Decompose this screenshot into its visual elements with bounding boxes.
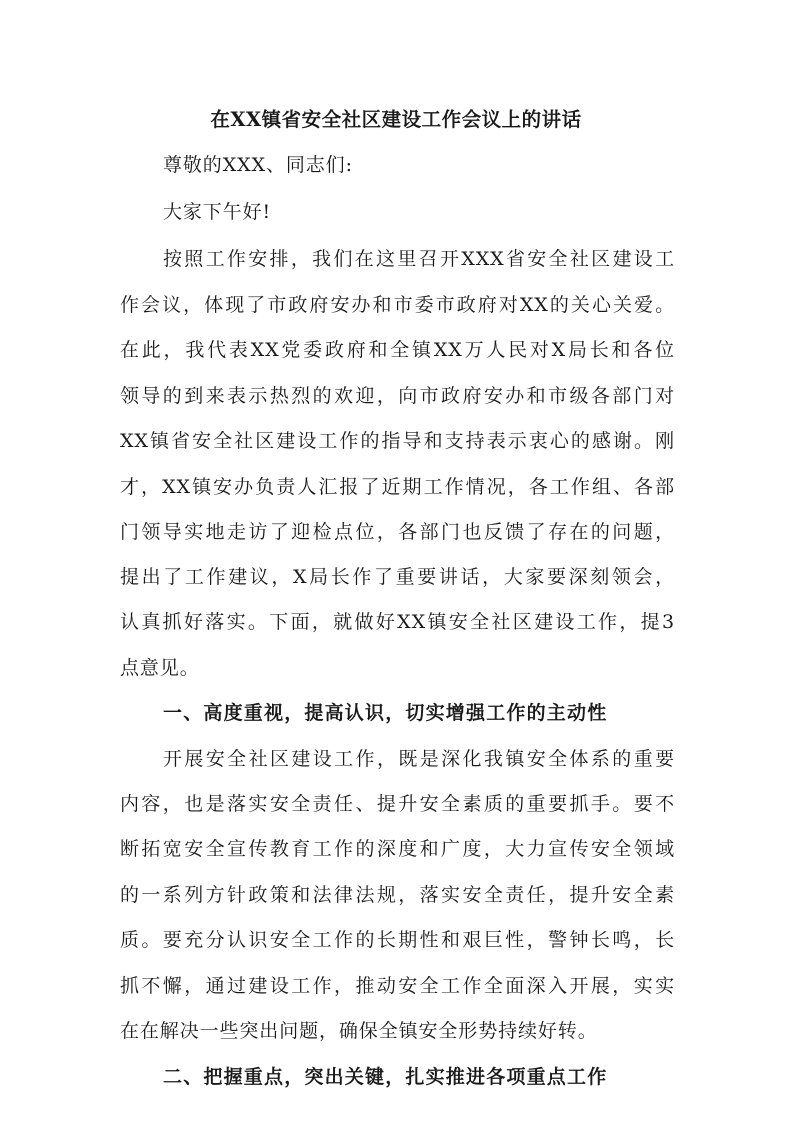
paragraph-line: 提出了工作建议，X局长作了重要讲话，大家要深刻领会， [120, 566, 675, 588]
paragraph-line: 开展安全社区建设工作，既是深化我镇安全体系的重要 [163, 748, 675, 770]
paragraph-line: 认真抓好落实。下面，就做好XX镇安全社区建设工作，提3 [120, 611, 675, 633]
paragraph-line: 在在解决一些突出问题，确保全镇安全形势持续好转。 [120, 1020, 598, 1042]
paragraph-line: 内容，也是落实安全责任、提升安全素质的重要抓手。要不 [120, 793, 675, 815]
section-heading-2: 二、把握重点，突出关键，扎实推进各项重点工作 [163, 1066, 608, 1088]
paragraph-line: 质。要充分认识安全工作的长期性和艰巨性，警钟长鸣，长 [120, 929, 675, 951]
paragraph-line: 断拓宽安全宣传教育工作的深度和广度，大力宣传安全领域 [120, 838, 675, 860]
paragraph-line: XX镇省安全社区建设工作的指导和支持表示衷心的感谢。刚 [120, 430, 675, 452]
paragraph-line: 按照工作安排，我们在这里召开XXX省安全社区建设工 [163, 248, 675, 270]
salutation: 尊敬的XXX、同志们: [163, 154, 353, 176]
paragraph-line: 才，XX镇安办负责人汇报了近期工作情况，各工作组、各部 [120, 476, 675, 498]
greeting: 大家下午好! [163, 201, 272, 223]
paragraph-line: 领导的到来表示热烈的欢迎，向市政府安办和市级各部门对 [120, 385, 675, 407]
paragraph-line: 点意见。 [120, 657, 200, 679]
paragraph-line: 在此，我代表XX党委政府和全镇XX万人民对X局长和各位 [120, 339, 675, 361]
paragraph-line: 的一系列方针政策和法律法规，落实安全责任，提升安全素 [120, 884, 675, 906]
section-heading-1: 一、高度重视，提高认识，切实增强工作的主动性 [163, 702, 608, 724]
document-title: 在XX镇省安全社区建设工作会议上的讲话 [210, 108, 582, 131]
paragraph-line: 作会议，体现了市政府安办和市委市政府对XX的关心关爱。 [120, 294, 675, 316]
paragraph-line: 抓不懈，通过建设工作，推动安全工作全面深入开展，实实 [120, 975, 675, 997]
paragraph-line: 门领导实地走访了迎检点位，各部门也反馈了存在的问题， [120, 521, 675, 543]
